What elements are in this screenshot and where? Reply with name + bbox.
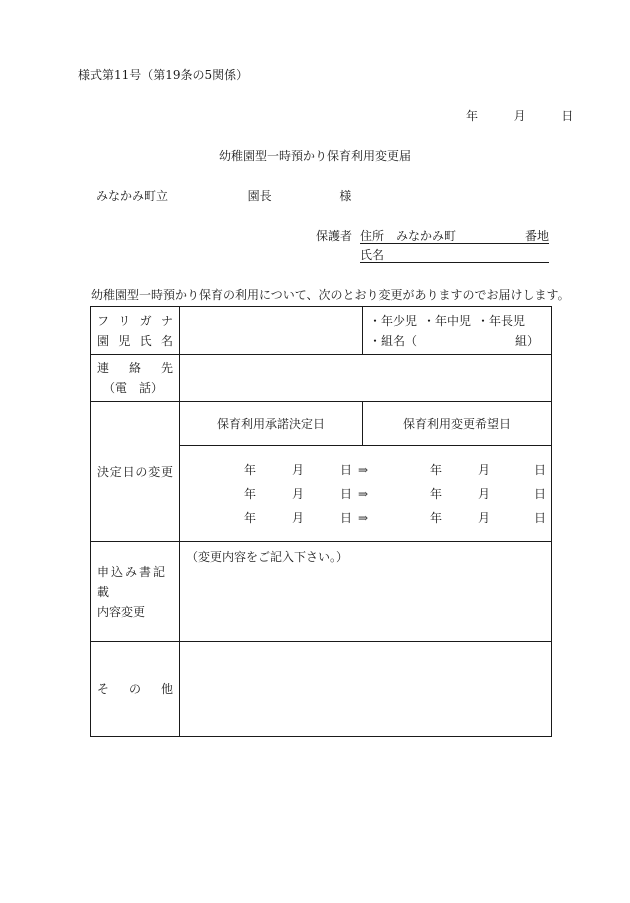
other-label: そ の 他 (97, 682, 173, 696)
name-label: 氏名 (360, 248, 385, 262)
lead-text: 幼稚園型一時預かり保育の利用について、次のとおり変更がありますのでお届けします。 (91, 288, 570, 302)
addressee (96, 187, 351, 204)
address-suffix: 番地 (524, 229, 549, 243)
child-name-label: 園 児 氏 名 (97, 333, 173, 348)
document-title: 幼稚園型一時預かり保育利用変更届 (218, 149, 411, 163)
furigana-label: フ リ ガ ナ (97, 313, 173, 328)
change-form-table (90, 306, 552, 737)
month-label: 月 (513, 109, 526, 123)
other-label-cell (91, 642, 180, 737)
decision-change-label-cell (91, 402, 180, 542)
guardian-address-field[interactable] (360, 227, 549, 244)
contact-label-cell (91, 355, 180, 402)
guardian-label: 保護者 (316, 229, 353, 243)
grade-middle[interactable]: ・年中児 (423, 313, 472, 328)
year-label: 年 (466, 109, 479, 123)
contact-input[interactable] (180, 355, 552, 402)
application-change-input[interactable] (180, 542, 552, 642)
grade-senior[interactable]: ・年長児 (477, 313, 526, 328)
guardian-name-field[interactable] (360, 246, 549, 263)
class-name-field[interactable]: ・組名（ 組） (369, 333, 539, 348)
application-change-label-line1: 申込み書記載 (97, 564, 168, 599)
phone-label: （電 話） (103, 381, 164, 395)
addressee-town: みなかみ町立 (96, 189, 169, 203)
submission-date (466, 107, 573, 124)
desired-date-header: 保育利用変更希望日 (363, 402, 552, 446)
addressee-principal: 園長 (247, 189, 272, 203)
addressee-honorific: 様 (339, 189, 352, 203)
grade-nursery[interactable]: ・年少児 (369, 313, 418, 328)
child-name-input[interactable] (180, 307, 363, 355)
form-number: 様式第11号（第19条の5関係） (78, 68, 249, 82)
day-label: 日 (561, 109, 574, 123)
date-change-row[interactable]: 年 月 日 ⇒ 年 月 日 (244, 510, 547, 525)
address-town: みなかみ町 (396, 229, 457, 243)
arrow-icon: ⇒ (358, 462, 369, 477)
child-name-label-cell (91, 307, 180, 355)
approval-date-header: 保育利用承諾決定日 (180, 402, 363, 446)
date-change-row[interactable]: 年 月 日 ⇒ 年 月 日 (244, 486, 547, 501)
arrow-icon: ⇒ (358, 510, 369, 525)
date-change-row[interactable]: 年 月 日 ⇒ 年 月 日 (244, 462, 547, 477)
contact-label: 連 絡 先 (97, 361, 173, 375)
decision-change-label: 決 定 日 の 変 更 (97, 464, 173, 479)
arrow-icon: ⇒ (358, 486, 369, 501)
application-change-note: （変更内容をご記入下さい。） (186, 550, 349, 564)
grade-options[interactable] (369, 311, 551, 331)
application-change-label-line2: 内容変更 (97, 604, 146, 619)
grade-class-cell[interactable] (363, 307, 552, 355)
date-change-cell[interactable] (180, 446, 552, 542)
application-change-label-cell (91, 542, 180, 642)
other-input[interactable] (180, 642, 552, 737)
address-label: 住所 (360, 229, 385, 243)
